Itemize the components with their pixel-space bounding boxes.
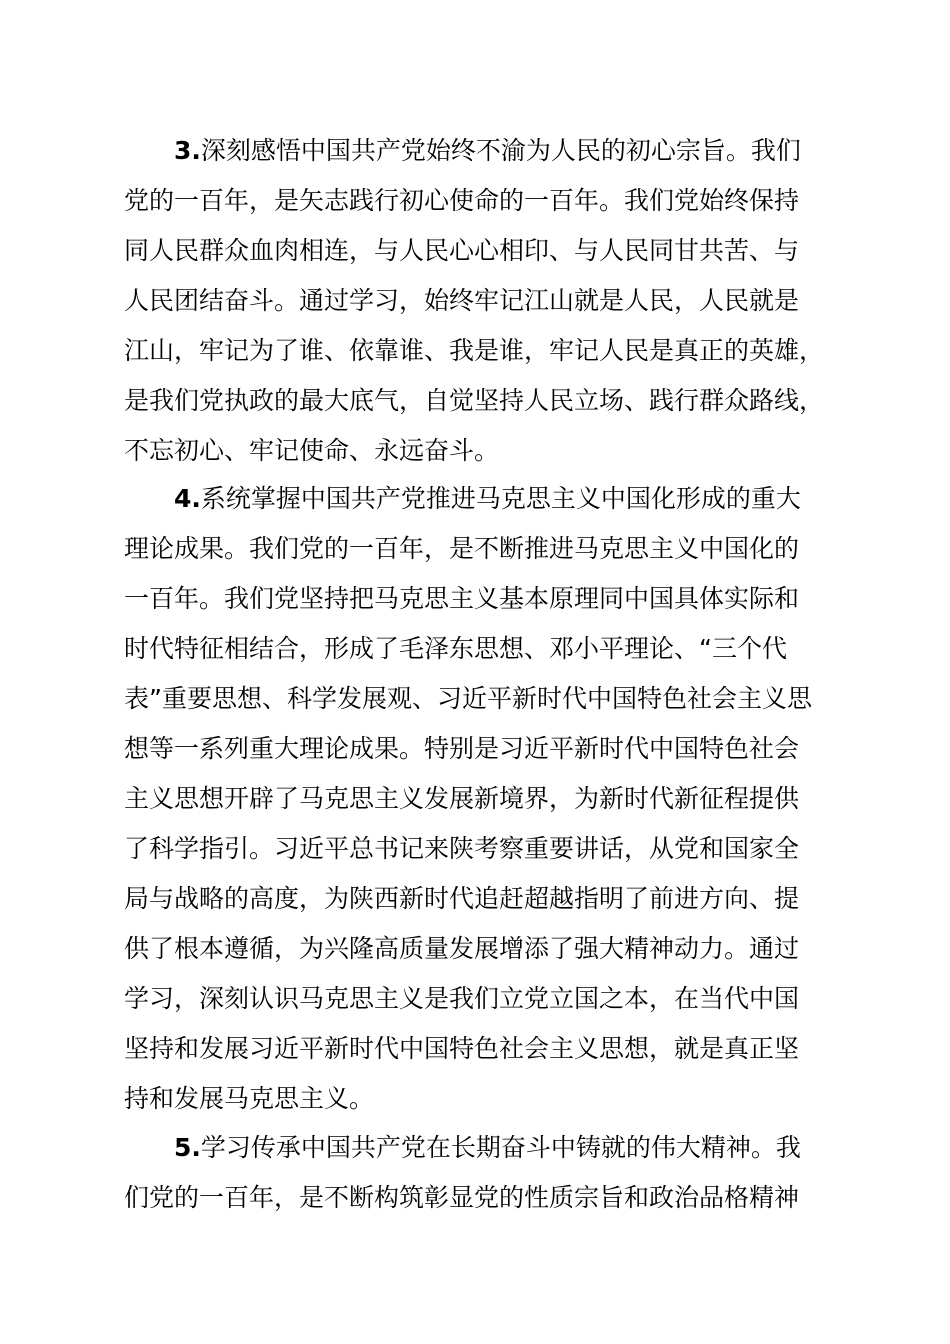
paragraph-line: 江山，牢记为了谁、依靠谁、我是谁，牢记人民是真正的英雄， — [124, 336, 825, 365]
paragraph-line: 坚持和发展习近平新时代中国特色社会主义思想，就是真正坚 — [124, 1034, 800, 1063]
paragraph-line: 5.学习传承中国共产党在长期奋斗中铸就的伟大精神。我 — [174, 1133, 801, 1162]
paragraph-line: 学习，深刻认识马克思主义是我们立党立国之本，在当代中国 — [124, 984, 800, 1013]
paragraph-line: 同人民群众血肉相连，与人民心心相印、与人民同甘共苦、与 — [124, 236, 800, 265]
paragraph-line: 理论成果。我们党的一百年，是不断推进马克思主义中国化的 — [124, 534, 800, 563]
paragraph-line: 持和发展马克思主义。 — [124, 1084, 375, 1113]
paragraph-line: 时代特征相结合，形成了毛泽东思想、邓小平理论、“三个代 — [124, 634, 787, 663]
paragraph-line: 了科学指引。习近平总书记来陕考察重要讲话，从党和国家全 — [124, 834, 800, 863]
paragraph-line: 不忘初心、牢记使命、永远奋斗。 — [124, 436, 500, 465]
paragraph-line: 一百年。我们党坚持把马克思主义基本原理同中国具体实际和 — [124, 584, 800, 613]
paragraph-line: 想等一系列重大理论成果。特别是习近平新时代中国特色社会 — [124, 734, 800, 763]
paragraph-line: 4.系统掌握中国共产党推进马克思主义中国化形成的重大 — [174, 484, 801, 513]
paragraph-line: 供了根本遵循，为兴隆高质量发展增添了强大精神动力。通过 — [124, 934, 800, 963]
paragraph-line: 们党的一百年，是不断构筑彰显党的性质宗旨和政治品格精神 — [124, 1183, 800, 1212]
paragraph-line: 3.深刻感悟中国共产党始终不渝为人民的初心宗旨。我们 — [174, 136, 801, 165]
paragraph-line: 人民团结奋斗。通过学习，始终牢记江山就是人民，人民就是 — [124, 286, 800, 315]
paragraph-line: 主义思想开辟了马克思主义发展新境界，为新时代新征程提供 — [124, 784, 800, 813]
paragraph-number: 4. — [174, 484, 201, 513]
paragraph-number: 5. — [174, 1133, 201, 1162]
paragraph-line: 是我们党执政的最大底气，自觉坚持人民立场、践行群众路线， — [124, 386, 825, 415]
paragraph-line: 党的一百年，是矢志践行初心使命的一百年。我们党始终保持 — [124, 186, 800, 215]
paragraph-line: 表”重要思想、科学发展观、习近平新时代中国特色社会主义思 — [124, 684, 812, 713]
paragraph-line: 局与战略的高度，为陕西新时代追赶超越指明了前进方向、提 — [124, 884, 800, 913]
paragraph-number: 3. — [174, 136, 201, 165]
